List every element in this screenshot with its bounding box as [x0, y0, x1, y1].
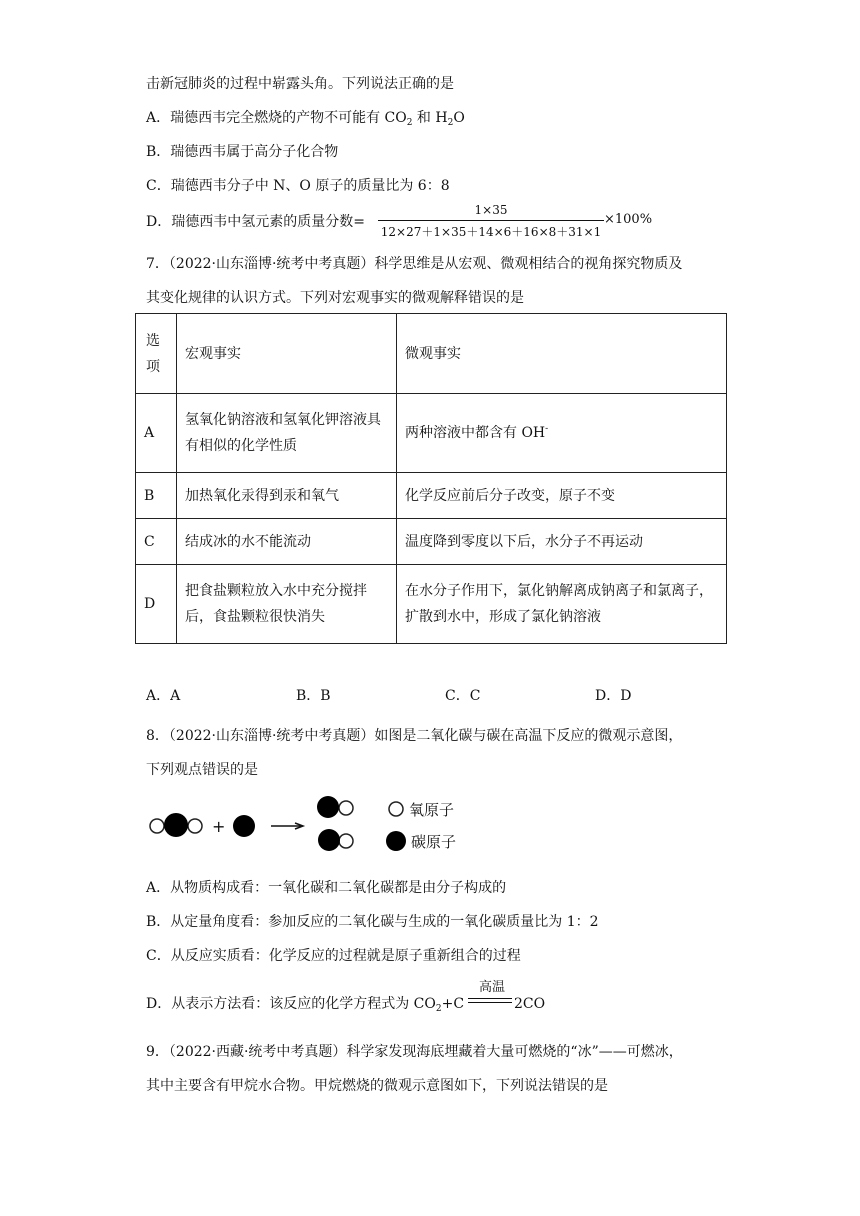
legend-oxygen-label: 氧原子 [409, 801, 455, 819]
row-option: D [136, 565, 177, 644]
q8-equation-product: 2CO [514, 996, 546, 1012]
table-row [136, 473, 727, 519]
co-molecule [318, 829, 353, 851]
table-row [136, 394, 727, 473]
header-option: 选项 [136, 314, 177, 394]
q6-option-b: B．瑞德西韦属于高分子化合物 [146, 144, 339, 160]
table-header-row [136, 314, 727, 394]
reaction-arrow [271, 823, 303, 829]
q8-stem-line2: 下列观点错误的是 [146, 762, 258, 778]
table-row [136, 519, 727, 565]
q8-option-d: D．从表示方法看：该反应的化学方程式为 $CO_2+C$ [146, 996, 465, 1014]
reaction-diagram [140, 790, 480, 860]
q7-stem-line1: 7．（2022·山东淄博·统考中考真题）科学思维是从宏观、微观相结合的视角探究物质及 [146, 256, 683, 272]
equals-bar-top [468, 998, 512, 999]
row-macro: 加热氧化汞得到汞和氧气 [177, 473, 397, 519]
q6-option-a: A．瑞德西韦完全燃烧的产物不可能有 $CO_2$ 和 $H_2O$ [146, 110, 465, 128]
q6-intro: 击新冠肺炎的过程中崭露头角。下列说法正确的是 [146, 76, 454, 92]
row-option: C [136, 519, 177, 565]
row-macro: 氢氧化钠溶液和氢氧化钾溶液具有相似的化学性质 [177, 394, 397, 473]
q8-option-b: B．从定量角度看：参加反应的二氧化碳与生成的一氧化碳质量比为 1：2 [146, 914, 599, 930]
table-row [136, 565, 727, 644]
row-micro: 两种溶液中都含有 OH- [397, 394, 727, 473]
header-macro: 宏观事实 [177, 314, 397, 394]
q8-option-c: C．从反应实质看：化学反应的过程就是原子重新组合的过程 [146, 948, 521, 964]
row-macro: 结成冰的水不能流动 [177, 519, 397, 565]
q8-stem-line1: 8．（2022·山东淄博·统考中考真题）如图是二氧化碳与碳在高温下反应的微观示意图， [146, 728, 683, 744]
legend-carbon-label: 碳原子 [411, 833, 457, 851]
row-micro: 化学反应前后分子改变，原子不变 [397, 473, 727, 519]
fraction-suffix: ×100% [604, 212, 653, 227]
oxygen-legend-icon [389, 802, 403, 816]
q6-option-c: C．瑞德西韦分子中 N、O 原子的质量比为 6：8 [146, 178, 450, 194]
row-micro: 在水分子作用下，氯化钠解离成钠离子和氯离子，扩散到水中，形成了氯化钠溶液 [397, 565, 727, 644]
q9-stem-line1: 9．（2022·西藏·统考中考真题）科学家发现海底埋藏着大量可燃烧的“冰”——可燃冰， [146, 1044, 683, 1060]
fraction-numerator: 1×35 [474, 203, 508, 217]
co2-molecule [150, 813, 202, 837]
carbon-legend-icon [386, 831, 406, 851]
mass-fraction [378, 200, 604, 241]
q7-table [135, 313, 727, 644]
fraction-denominator: 12×27＋1×35＋14×6＋16×8＋31×1 [380, 225, 602, 239]
q7-option-b: B．B [296, 688, 331, 704]
row-option: B [136, 473, 177, 519]
carbon-atom [233, 815, 255, 837]
q7-stem-line2: 其变化规律的认识方式。下列对宏观事实的微观解释错误的是 [146, 290, 524, 306]
reaction-condition: 高温 [478, 980, 505, 995]
row-option: A [136, 394, 177, 473]
plus-sign: + [212, 817, 226, 836]
row-macro: 把食盐颗粒放入水中充分搅拌后，食盐颗粒很快消失 [177, 565, 397, 644]
q9-stem-line2: 其中主要含有甲烷水合物。甲烷燃烧的微观示意图如下，下列说法错误的是 [146, 1078, 608, 1094]
equals-bar-bottom [468, 1002, 512, 1003]
q7-option-c: C．C [445, 688, 481, 704]
co-molecule [317, 796, 353, 818]
q6-option-d: D．瑞德西韦中氢元素的质量分数= [146, 214, 365, 230]
q8-option-a: A．从物质构成看：一氧化碳和二氧化碳都是由分子构成的 [146, 880, 507, 896]
q7-option-a: A．A [146, 688, 181, 704]
header-micro: 微观事实 [397, 314, 727, 394]
q7-option-d: D．D [595, 688, 632, 704]
row-micro: 温度降到零度以下后，水分子不再运动 [397, 519, 727, 565]
